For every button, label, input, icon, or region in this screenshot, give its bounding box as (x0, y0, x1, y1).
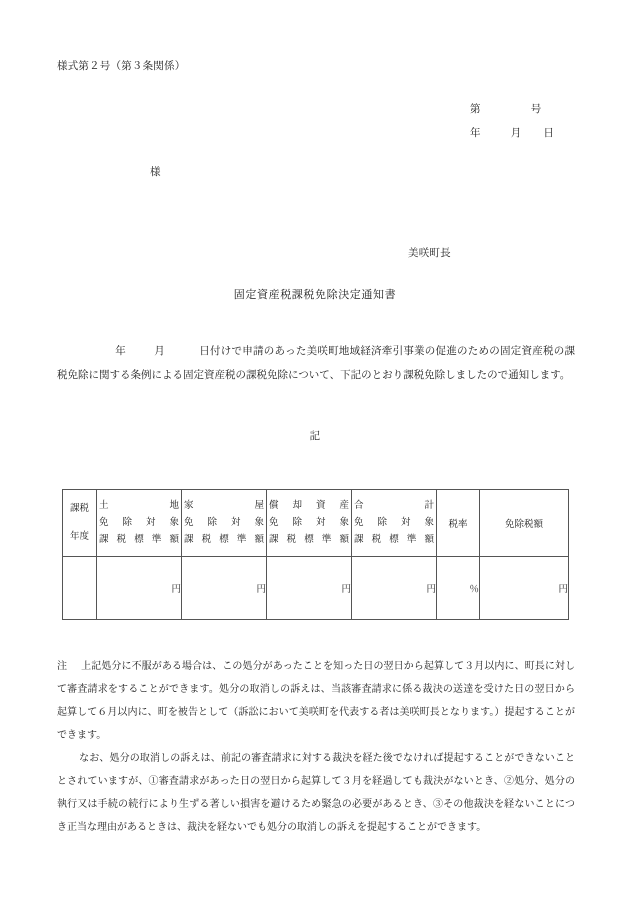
header-house (182, 490, 267, 557)
header-taxbase-char5: 額 (169, 534, 179, 545)
header-taxbase-char4: 準 (151, 534, 162, 545)
header-taxbase-char2: 税 (201, 534, 212, 545)
body-paragraph (57, 340, 575, 388)
header-exempt-char1: 免 (184, 517, 194, 528)
header-exempt-char2: 除 (377, 517, 387, 528)
header-house-char2: 屋 (254, 500, 264, 511)
header-taxbase-char5: 額 (254, 534, 264, 545)
date-day-label: 日 (543, 128, 555, 139)
header-dep-char4: 産 (339, 500, 349, 511)
exemption-table (62, 489, 569, 620)
document-number-suffix: 号 (530, 104, 542, 115)
header-dep-char3: 資 (315, 500, 326, 511)
header-exempt-char4: 象 (339, 517, 349, 528)
body-date-year: 年 (115, 346, 126, 357)
header-depreciable-assets (267, 490, 352, 557)
header-dep-char2: 却 (292, 500, 302, 511)
header-exempt-char1: 免 (99, 517, 109, 528)
header-taxbase-char5: 額 (339, 534, 349, 545)
header-exempt-char2: 除 (292, 517, 302, 528)
exemption-table-wrapper (62, 489, 568, 620)
header-land (97, 490, 182, 557)
cell-house-amount[interactable]: 円 (182, 557, 267, 620)
footnote-paragraph-2 (57, 747, 575, 839)
header-taxbase-char4: 準 (236, 534, 247, 545)
document-number-line (470, 105, 541, 116)
footnote-text-2: なお、処分の取消しの訴えは、前記の審査請求に対する裁決を経た後でなければ提起することができないこととされていますが、①審査請求があった日の翌日から起算して３月を経過しても裁決がないとき、②処分、処分の執行又は手続の続行により生ずる著しい損害を避けるため緊急の必要があるとき、③その他裁決を経ないことにつき正当な理由があるときは、裁決を経ないでも処分の取消しの訴えを提起することができます。 (57, 753, 575, 833)
header-taxbase-char1: 課 (269, 534, 279, 545)
cell-total-amount[interactable]: 円 (352, 557, 437, 620)
table-header-row (63, 490, 569, 557)
header-land-char2: 地 (169, 500, 179, 511)
header-tax-year-line1: 課税 (69, 504, 89, 514)
header-exempt-char1: 免 (354, 517, 364, 528)
header-dep-char1: 償 (269, 500, 279, 511)
header-exempt-char4: 象 (424, 517, 434, 528)
header-exempt-amount: 免除税額 (480, 490, 569, 557)
header-exempt-char4: 象 (254, 517, 264, 528)
header-taxbase-char1: 課 (354, 534, 364, 545)
ki-marker: 記 (309, 431, 321, 442)
header-exempt-char2: 除 (122, 517, 132, 528)
header-taxbase-char1: 課 (184, 534, 194, 545)
header-exempt-char3: 対 (315, 517, 326, 528)
header-house-char1: 家 (184, 500, 194, 511)
cell-depreciable-amount[interactable]: 円 (267, 557, 352, 620)
header-tax-year-line2: 年度 (69, 532, 89, 542)
footnote-paragraph-1 (57, 655, 575, 747)
header-taxbase-char4: 準 (406, 534, 417, 545)
body-text: 日付けで申請のあった美咲町地域経済牽引事業の促進のための固定資産税の課税免除に関する条例による固定資産税の課税免除について、下記のとおり課税免除しましたので通知します。 (57, 346, 576, 381)
body-date-month: 月 (154, 346, 165, 357)
document-date-line (470, 129, 554, 140)
cell-land-amount[interactable]: 円 (97, 557, 182, 620)
header-total-char2: 計 (424, 500, 434, 511)
cell-exempt-amount[interactable]: 円 (480, 557, 569, 620)
footnote-label: 注 (57, 661, 68, 672)
header-tax-year (63, 490, 97, 557)
header-taxbase-char2: 税 (286, 534, 297, 545)
page-title: 固定資産税課税免除決定通知書 (233, 289, 397, 301)
footnote (57, 655, 575, 839)
header-taxbase-char3: 標 (304, 534, 314, 545)
header-exempt-char3: 対 (400, 517, 411, 528)
header-taxbase-char2: 税 (371, 534, 382, 545)
header-taxbase-char5: 額 (424, 534, 434, 545)
header-taxbase-char1: 課 (99, 534, 109, 545)
header-taxbase-char4: 準 (321, 534, 332, 545)
addressee-honorific: 様 (150, 167, 161, 178)
date-year-label: 年 (470, 128, 481, 139)
header-taxbase-char3: 標 (134, 534, 144, 545)
cell-tax-rate[interactable]: ％ (437, 557, 480, 620)
form-number: 様式第２号（第３条関係） (57, 61, 186, 72)
issuer-name: 美咲町長 (408, 248, 451, 259)
header-exempt-char3: 対 (230, 517, 241, 528)
header-total-char1: 合 (354, 500, 364, 511)
date-month-label: 月 (510, 128, 522, 139)
header-exempt-char2: 除 (207, 517, 217, 528)
footnote-text-1: 上記処分に不服がある場合は、この処分があったことを知った日の翌日から起算して３月以内に、町長に対して審査請求をすることができます。処分の取消しの訴えは、当該審査請求に係る裁決の送達を受けた日の翌日から起算して６月以内に、町を被告として（訴訟において美咲町を代表する者は美咲町長となります。）提起することができます。 (57, 661, 576, 741)
header-total (352, 490, 437, 557)
header-exempt-char3: 対 (145, 517, 156, 528)
document-number-label: 第 (470, 104, 481, 115)
header-exempt-char1: 免 (269, 517, 279, 528)
header-land-char1: 土 (99, 500, 109, 511)
header-tax-rate: 税率 (437, 490, 480, 557)
header-taxbase-char3: 標 (219, 534, 229, 545)
header-taxbase-char2: 税 (116, 534, 127, 545)
cell-tax-year[interactable] (63, 557, 97, 620)
table-row (63, 557, 569, 620)
header-taxbase-char3: 標 (389, 534, 399, 545)
header-exempt-char4: 象 (169, 517, 179, 528)
